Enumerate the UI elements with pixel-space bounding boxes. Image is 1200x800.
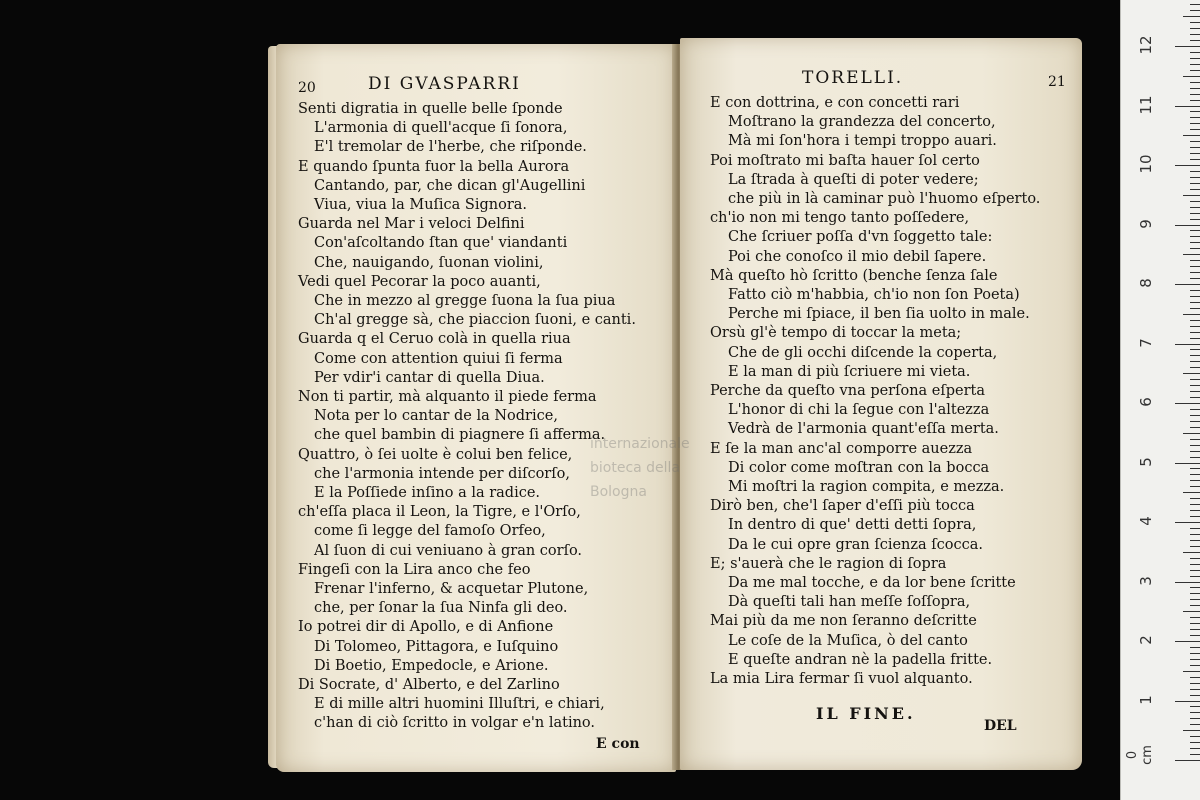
ruler-number: 1 [1137,694,1155,705]
right-page-number: 21 [1048,74,1066,90]
ruler-tick [1190,534,1200,535]
ruler-tick [1190,236,1200,237]
ruler-number: 3 [1137,575,1155,586]
text-line: come ſi legge del famoſo Orfeo, [314,523,546,540]
ruler-tick [1190,302,1200,303]
ruler-tick [1183,730,1200,731]
left-page [276,44,676,772]
ruler-tick [1190,52,1200,53]
ruler-tick [1190,189,1200,190]
text-line: Poi moſtrato mi baſta hauer ſol certo [710,152,980,169]
text-line: Frenar l'inferno, & acquetar Plutone, [314,581,589,597]
text-line: Guarda q el Ceruo colà in quella riua [298,331,571,348]
ruler-tick [1190,207,1200,208]
ruler-tick [1190,474,1200,475]
ruler-tick [1190,40,1200,41]
text-line: Le coſe de la Muſica, ò del canto [728,632,968,649]
left-page-number: 20 [298,80,316,96]
ruler-tick [1175,582,1200,583]
text-line: Nota per lo cantar de la Nodrice, [314,408,558,425]
ruler-tick [1190,367,1200,368]
ruler-tick [1175,225,1200,226]
ruler-tick [1190,445,1200,446]
text-line: E ſe la man anc'al comporre auezza [710,440,973,457]
ruler-tick [1190,498,1200,499]
text-line: E la Poſſiede inſino a la radice. [314,485,541,501]
ruler-tick [1190,599,1200,600]
text-line: Perche da queſto vna perſona eſperta [710,383,986,399]
ruler-number: 2 [1137,635,1155,645]
open-book [268,38,1086,778]
left-running-head: DI GVASPARRI [368,74,521,94]
watermark-line: internazionale [590,436,690,452]
text-line: Come con attention quiui ſi ferma [314,350,563,367]
text-line: che più in là caminar può l'huomo eſperto. [728,191,1041,207]
ruler-tick [1190,629,1200,630]
text-line: Io potrei dir di Apollo, e di Anfione [298,619,554,636]
ruler-tick [1183,76,1200,77]
text-line: Mi moſtri la ragion compita, e mezza. [728,479,1005,495]
ruler-tick [1190,123,1200,124]
ruler-tick [1190,415,1200,416]
ruler-tick [1183,254,1200,255]
text-line: Fatto ciò m'habbia, ch'io non ſon Poeta) [728,287,1020,303]
measurement-ruler [1120,0,1200,800]
ruler-tick [1190,593,1200,594]
ruler-tick [1190,570,1200,571]
text-line: La mia Lira fermar ſi vuol alquanto. [710,671,973,687]
ruler-tick [1183,671,1200,672]
ruler-tick [1190,617,1200,618]
ruler-tick [1190,754,1200,755]
ruler-tick [1190,623,1200,624]
ruler-tick [1190,219,1200,220]
ruler-tick [1190,439,1200,440]
text-line: E queſte andran nè la padella fritte. [728,651,993,668]
watermark-line: Bologna [590,484,647,500]
ruler-tick [1183,552,1200,553]
ruler-number: 12 [1137,35,1155,55]
ruler-tick [1175,522,1200,523]
ruler-tick [1190,659,1200,660]
text-line: che l'armonia intende per diſcorſo, [314,465,570,482]
ruler-tick [1190,213,1200,214]
ruler-tick [1190,385,1200,386]
ruler-tick [1190,695,1200,696]
ruler-tick [1190,457,1200,458]
text-line: ch'io non mi tengo tanto poſſedere, [710,210,970,227]
ruler-number: 8 [1137,278,1155,288]
text-line: ch'eſſa placa il Leon, la Tigre, e l'Orſo, [298,504,581,521]
ruler-tick [1190,653,1200,654]
ruler-tick [1190,564,1200,565]
ruler-tick [1190,665,1200,666]
ruler-tick [1190,546,1200,547]
text-line: Dirò ben, che'l ſaper d'eſſi più tocca [710,498,975,515]
text-line: Cantando, par, che dican gl'Augellini [314,177,586,194]
ruler-tick [1183,433,1200,434]
text-line: Mai più da me non ſeranno deſcritte [710,613,977,630]
text-line: Che ſcriuer poſſa d'vn ſoggetto tale: [728,229,993,246]
text-line: Dà queſti tali han meſſe ſoſſopra, [728,594,971,611]
right-page [680,38,1082,770]
text-line: Al ſuon di cui veniuano à gran corſo. [314,542,583,559]
ruler-tick [1190,349,1200,350]
ruler-tick [1190,64,1200,65]
text-line: Con'aſcoltando ſtan que' viandanti [314,235,568,252]
ruler-tick [1190,576,1200,577]
ruler-tick [1183,611,1200,612]
text-line: Che, nauigando, ſuonan violini, [314,254,544,271]
ruler-tick [1190,111,1200,112]
ruler-tick [1190,480,1200,481]
text-line: E quando ſpunta fuor la bella Aurora [298,158,570,175]
ruler-tick [1190,201,1200,202]
ruler-tick [1175,46,1200,47]
text-line: che quel bambin di piagnere ſi afferma. [314,427,606,444]
text-line: Di color come moſtran con la bocca [728,459,990,476]
text-line: La ſtrada à queſti di poter vedere; [728,171,979,188]
text-line: Ch'al gregge sà, che piaccion ſuoni, e canti. [314,312,636,329]
ruler-tick [1190,260,1200,261]
ruler-number: 9 [1137,218,1155,229]
text-line: E di mille altri huomini Illuſtri, e chiari, [314,696,605,713]
ruler-tick [1190,82,1200,83]
ruler-tick [1175,403,1200,404]
text-line: c'han di ciò ſcritto in volgar e'n latino. [314,715,596,732]
ruler-tick [1190,28,1200,29]
ruler-tick [1190,379,1200,380]
text-line: Senti digratia in quelle belle ſponde [298,101,563,117]
ruler-tick [1175,344,1200,345]
ruler-number: 5 [1137,456,1155,467]
ruler-unit-label: 0 cm [1125,745,1155,765]
ruler-tick [1190,88,1200,89]
text-line: Mà queſto hò ſcritto (benche ſenza ſale [710,267,998,284]
ruler-tick [1190,177,1200,178]
right-catchword: DEL [984,718,1017,734]
text-line: Quattro, ò ſei uolte è colui ben felice, [298,446,573,463]
text-line: L'honor di chi la ſegue con l'altezza [728,402,990,419]
text-line: Mà mi ſon'hora i tempi troppo auari. [728,133,997,150]
ruler-tick [1190,391,1200,392]
ruler-tick [1175,701,1200,702]
ruler-tick [1183,195,1200,196]
ruler-tick [1190,736,1200,737]
ruler-tick [1175,284,1200,285]
library-watermark [590,432,690,504]
ruler-tick [1190,22,1200,23]
ruler-tick [1183,373,1200,374]
ruler-number: 7 [1137,337,1155,348]
text-line: Guarda nel Mar i veloci Delfini [298,216,525,233]
ruler-tick [1190,540,1200,541]
ruler-tick [1190,361,1200,362]
ruler-tick [1190,34,1200,35]
ruler-tick [1190,712,1200,713]
ruler-tick [1190,296,1200,297]
ruler-tick [1190,129,1200,130]
ruler-tick [1190,4,1200,5]
ruler-tick [1175,165,1200,166]
ruler-number: 4 [1137,516,1155,526]
ruler-tick [1190,147,1200,148]
ruler-tick [1190,320,1200,321]
ruler-tick [1190,558,1200,559]
text-line: Perche mi ſpiace, il ben ſia uolto in male. [728,306,1030,323]
ruler-tick [1190,94,1200,95]
ruler-tick [1190,248,1200,249]
text-line: Fingeſi con la Lira anco che feo [298,561,531,578]
text-line: L'armonia di quell'acque ſi ſonora, [314,120,568,137]
ruler-tick [1190,635,1200,636]
ruler-tick [1190,468,1200,469]
text-line: Da me mal tocche, e da lor bene ſcritte [728,575,1016,591]
ruler-number: 11 [1137,94,1155,115]
ruler-tick [1190,355,1200,356]
ruler-tick [1190,266,1200,267]
ruler-tick [1190,290,1200,291]
right-running-head: TORELLI. [802,68,904,88]
ruler-tick [1190,724,1200,725]
ruler-tick [1190,587,1200,588]
ruler-tick [1175,760,1200,761]
watermark-line: bioteca della [590,460,681,476]
text-line: Vedi quel Pecorar la poco auanti, [298,273,541,290]
ruler-tick [1190,332,1200,333]
text-line: Che de gli occhi diſcende la coperta, [728,344,998,361]
text-line: Poi che conoſco il mio debil ſapere. [728,248,987,265]
text-line: Per vdir'i cantar di quella Diua. [314,369,545,386]
ruler-tick [1190,742,1200,743]
text-line: Che in mezzo al gregge ſuona la ſua piua [314,293,616,309]
text-line: Moſtrano la grandezza del concerto, [728,114,996,131]
ruler-tick [1190,58,1200,59]
text-line: Vedrà de l'armonia quant'eſſa merta. [728,421,999,438]
text-line: In dentro di que' detti detti ſopra, [728,517,977,534]
text-line: E'l tremolar de l'herbe, che riſponde. [314,139,587,156]
ruler-tick [1175,106,1200,107]
ruler-tick [1190,171,1200,172]
ruler-tick [1175,463,1200,464]
ruler-tick [1183,314,1200,315]
ruler-tick [1190,421,1200,422]
ruler-number: 10 [1137,154,1155,174]
ruler-tick [1190,272,1200,273]
ruler-tick [1183,16,1200,17]
ruler-tick [1190,230,1200,231]
ruler-tick [1190,486,1200,487]
ruler-tick [1190,718,1200,719]
ruler-tick [1190,117,1200,118]
ruler-tick [1190,338,1200,339]
ruler-tick [1183,492,1200,493]
ruler-tick [1190,326,1200,327]
ruler-tick [1190,183,1200,184]
text-line: Di Socrate, d' Alberto, e del Zarlino [298,677,560,693]
ruler-tick [1190,242,1200,243]
ruler-tick [1175,641,1200,642]
text-line: E con dottrina, e con concetti rari [710,95,960,111]
ruler-tick [1190,70,1200,71]
ruler-tick [1190,141,1200,142]
ruler-tick [1190,397,1200,398]
ruler-tick [1190,706,1200,707]
text-line: Da le cui opre gran ſcienza ſcocca. [728,536,984,553]
ruler-tick [1190,153,1200,154]
ruler-tick [1190,100,1200,101]
ruler-tick [1190,427,1200,428]
ruler-tick [1190,647,1200,648]
text-line: Di Tolomeo, Pittagora, e Iuſquino [314,638,559,655]
ruler-tick [1190,689,1200,690]
text-line: Orsù gl'è tempo di toccar la meta; [710,325,962,342]
text-line: Viua, viua la Muſica Signora. [314,197,528,213]
text-line: che, per ſonar la ſua Ninfa gli deo. [314,600,568,617]
ruler-tick [1190,409,1200,410]
ruler-tick [1190,451,1200,452]
ruler-tick [1190,528,1200,529]
ruler-tick [1190,683,1200,684]
ruler-tick [1190,748,1200,749]
text-line: Non ti partir, mà alquanto il piede ferma [298,389,597,405]
ruler-tick [1190,10,1200,11]
left-catchword: E con [596,736,640,752]
ruler-tick [1190,677,1200,678]
ruler-number: 6 [1137,397,1155,407]
text-line: Di Boetio, Empedocle, e Arione. [314,657,549,674]
end-text: IL FINE. [816,704,916,723]
ruler-tick [1190,308,1200,309]
ruler-tick [1190,605,1200,606]
text-line: E la man di più ſcriuere mi vieta. [728,363,971,380]
ruler-tick [1190,510,1200,511]
ruler-tick [1190,278,1200,279]
ruler-tick [1190,504,1200,505]
ruler-tick [1190,159,1200,160]
ruler-tick [1190,516,1200,517]
ruler-tick [1183,135,1200,136]
text-line: E; s'auerà che le ragion di ſopra [710,555,947,572]
